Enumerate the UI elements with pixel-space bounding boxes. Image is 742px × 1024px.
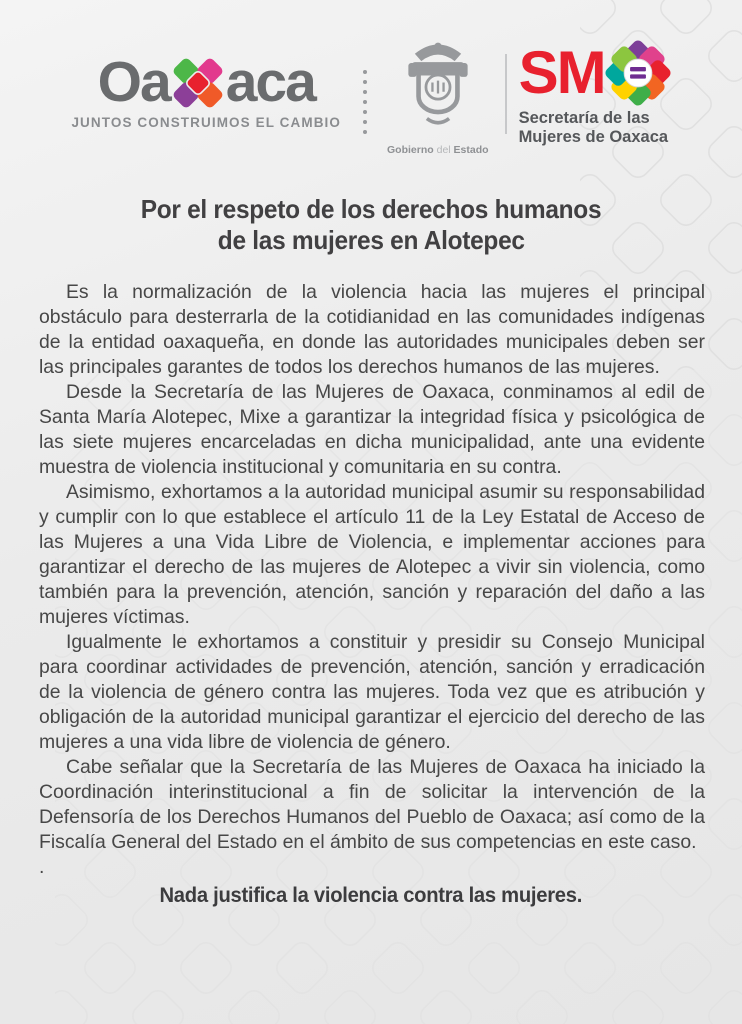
title-line-1: Por el respeto de los derechos humanos xyxy=(140,194,602,224)
state-seal-caption xyxy=(387,144,489,156)
header xyxy=(0,0,742,156)
oaxaca-x-icon xyxy=(171,56,225,110)
oaxaca-logo xyxy=(71,50,342,130)
seal-caption-word: del xyxy=(436,144,451,156)
seal-caption-word: Gobierno xyxy=(387,144,434,156)
paragraph: Es la normalización de la violencia hacia las mujeres el principal obstáculo para desterrarla de la cotidianidad en las comunidades indígenas de la entidad oaxaqueña, en donde las autoridades municipales deben ser las principales garantes de todos los derechos humanos de las mujeres. xyxy=(39,281,705,378)
body-text xyxy=(39,280,705,880)
state-seal xyxy=(387,38,489,156)
footer-slogan-wrap xyxy=(0,883,742,908)
sm-caption-line-2: Mujeres de Oaxaca xyxy=(518,128,669,146)
sm-flower-icon xyxy=(605,40,671,106)
sm-logo xyxy=(519,40,671,147)
paragraph: Igualmente le exhortamos a constituir y presidir su Consejo Municipal para coordinar actividades de prevención, atención, sanción y erradicación de la violencia de género contra las mujeres. Toda vez que es atribución y obligación de la autoridad municipal garantizar el ejercicio del derecho de las mujeres a una vida libre de violencia de género. xyxy=(39,631,705,753)
footer-slogan: Nada justifica la violencia contra las mujeres. xyxy=(159,883,583,907)
seal-caption-word: Estado xyxy=(453,144,489,156)
paragraph: Cabe señalar que la Secretaría de las Mujeres de Oaxaca ha iniciado la Coordinación interinstitucional a fin de solicitar la intervención de la Defensoría de los Derechos Humanos del Pueblo de Oaxaca; así como de la Fiscalía General del Estado en el ámbito de sus competencias en este caso. xyxy=(39,756,705,853)
title-line-2: de las mujeres en Alotepec xyxy=(217,225,525,255)
dotted-separator xyxy=(363,70,367,134)
oaxaca-wordmark-prefix: Oa xyxy=(97,50,170,114)
oaxaca-tagline: JUNTOS CONSTRUIMOS EL CAMBIO xyxy=(71,115,342,130)
page-title xyxy=(0,194,742,256)
stray-period: . xyxy=(39,856,45,878)
sm-caption-line-1: Secretaría de las xyxy=(518,109,650,127)
paragraph: Desde la Secretaría de las Mujeres de Oaxaca, conminamos al edil de Santa María Alotepec, Mixe a garantizar la integridad física y psicológica de las siete mujeres encarceladas en dicha municipalidad, ante una evidente muestra de violencia institucional y comunitaria en su contra. xyxy=(39,381,705,478)
sm-acronym: SM xyxy=(518,39,605,106)
paragraph: Asimismo, exhortamos a la autoridad municipal asumir su responsabilidad y cumplir con lo que establece el artículo 11 de la Ley Estatal de Acceso de las Mujeres a una Vida Libre de Violencia, e implementar acciones para garantizar el derecho de las mujeres de Alotepec a vivir sin violencia, como también para la prevención, atención, sanción y reparación del daño a las mujeres víctimas. xyxy=(39,481,705,628)
oaxaca-wordmark xyxy=(71,50,341,114)
state-seal-icon xyxy=(396,38,480,138)
vertical-divider xyxy=(505,54,507,134)
oaxaca-wordmark-suffix: aca xyxy=(225,50,315,114)
sm-caption xyxy=(519,109,671,147)
